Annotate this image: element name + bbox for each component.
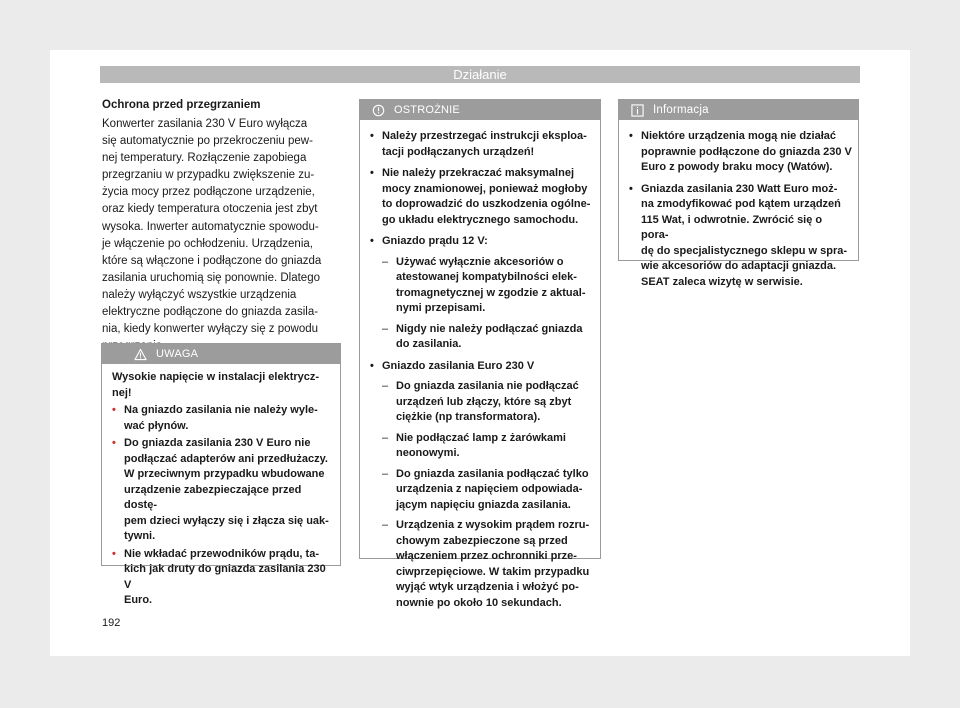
text-line: Nie wkładać przewodników prądu, ta- <box>124 547 319 560</box>
page-header <box>100 66 860 83</box>
text-line: nownie po około 10 sekundach. <box>396 596 562 609</box>
text-line: nymi przepisami. <box>396 302 486 314</box>
bullet-icon: • <box>370 235 374 247</box>
text-line: Do gniazda zasilania podłączać tylko <box>396 467 589 480</box>
text-line: Do gniazda zasilania nie podłączać <box>396 380 579 392</box>
dash-icon: – <box>382 255 389 268</box>
text-line: go układu elektrycznego samochodu. <box>382 213 579 226</box>
section-title: Ochrona przed przegrzaniem <box>102 99 261 111</box>
text-line: atestowanej kompatybilności elek- <box>396 271 577 283</box>
text-line: wie akcesoriów do adaptacji gniazda. <box>641 260 837 272</box>
bullet-icon: • <box>370 130 374 142</box>
dash-icon: – <box>382 519 389 531</box>
text-line: Nigdy nie należy podłączać gniazda <box>396 322 583 335</box>
sub-list-item <box>370 322 594 353</box>
bullet-icon: • <box>370 167 374 179</box>
text-line: wać płynów. <box>124 419 189 432</box>
sub-list-item <box>370 518 594 611</box>
list-item <box>112 403 334 434</box>
bullet-icon: • <box>112 547 116 560</box>
text-line: Niektóre urządzenia mogą nie działać <box>641 130 837 142</box>
body-line: nej temperatury. Rozłączenie zapobiega <box>102 152 307 165</box>
warning-box <box>101 343 341 606</box>
caution-box-body <box>360 120 600 617</box>
body-line: się automatycznie po przekroczeniu pew- <box>102 135 313 148</box>
text-line: podłączać adapterów ani przedłużaczy. <box>124 452 328 465</box>
info-icon <box>631 104 644 117</box>
text-line: urządzenia z napięciem odpowiada- <box>396 483 583 495</box>
text-line: urządzenie zabezpieczające przed dostę- <box>124 483 302 511</box>
text-line: Na gniazdo zasilania nie należy wyle- <box>124 404 318 416</box>
body-line: wysoka. Inwerter automatycznie spowodu- <box>102 220 319 233</box>
info-box <box>618 99 859 288</box>
text-line: tacji podłączanych urządzeń! <box>382 145 535 158</box>
warning-box-title: UWAGA <box>156 348 199 360</box>
text-line: mocy znamionowej, ponieważ mogłoby <box>382 182 588 195</box>
sub-list-item <box>370 467 594 514</box>
list-item <box>370 359 594 375</box>
list-item <box>370 234 594 250</box>
page-number: 192 <box>102 617 121 629</box>
text-line: tywni. <box>124 530 156 542</box>
list-item <box>370 129 594 160</box>
text-line: tromagnetycznej w zgodzie z aktual- <box>396 286 586 299</box>
info-box-header <box>619 100 858 120</box>
list-item <box>629 129 852 176</box>
text-line: 115 Wat, i odwrotnie. Zwrócić się o pora- <box>641 213 823 241</box>
list-item <box>112 436 334 545</box>
warning-box-header <box>102 344 340 364</box>
body-line: Konwerter zasilania 230 V Euro wyłącza <box>102 118 308 130</box>
text-line: dę do specjalistycznego sklepu w spra- <box>641 244 848 257</box>
sub-list-item <box>370 431 594 462</box>
list-item <box>370 166 594 228</box>
text-line: to doprowadzić do uszkodzenia ogólne- <box>382 198 591 210</box>
header-title: Działanie <box>453 67 507 82</box>
sub-list-item <box>370 379 594 426</box>
list-item <box>629 182 852 291</box>
warning-triangle-icon <box>134 348 147 361</box>
list-item <box>112 547 334 609</box>
bullet-icon: • <box>112 404 116 416</box>
text-line: kich jak druty do gniazda zasilania 230 V <box>124 563 326 591</box>
text-line: Euro. <box>124 594 153 606</box>
text-line: Wysokie napięcie w instalacji elektrycz- <box>112 371 320 383</box>
dash-icon: – <box>382 380 389 392</box>
bullet-icon: • <box>112 437 116 449</box>
text-line: ciwprzepięciowe. W takim przypadku <box>396 565 590 578</box>
text-line: SEAT zaleca wizytę w serwisie. <box>641 275 803 288</box>
bullet-icon: • <box>629 130 633 142</box>
text-line: Gniazdo zasilania Euro 230 V <box>382 359 535 372</box>
body-line: życia mocy przez podłączone urządzenie, <box>102 186 315 199</box>
text-line: włączeniem przez ochronniki prze- <box>396 550 577 562</box>
info-box-title: Informacja <box>653 104 709 116</box>
text-line: W przeciwnym przypadku wbudowane <box>124 468 325 480</box>
body-line: oraz kiedy temperatura otoczenia jest zbyt <box>102 203 318 216</box>
caution-box-title: OSTROŻNIE <box>394 104 460 116</box>
dash-icon: – <box>382 431 389 444</box>
caution-box-header <box>360 100 600 120</box>
caution-box <box>359 99 601 609</box>
text-line: Należy przestrzegać instrukcji eksploa- <box>382 130 587 142</box>
bullet-icon: • <box>629 182 633 195</box>
body-line: które są włączone i podłączone do gniazda <box>102 254 322 267</box>
body-line: należy wyłączyć wszystkie urządzenia <box>102 288 297 301</box>
text-line: Nie należy przekraczać maksymalnej <box>382 167 575 179</box>
text-line: Do gniazda zasilania 230 V Euro nie <box>124 437 311 449</box>
warning-intro <box>112 370 334 401</box>
text-line: na zmodyfikować pod kątem urządzeń <box>641 198 841 210</box>
text-line: chowym zabezpieczone są przed <box>396 534 568 547</box>
text-line: Gniazdo prądu 12 V: <box>382 235 488 247</box>
body-line: przegrzaniu w przypadku zwiększenie zu- <box>102 169 315 182</box>
text-line: poprawnie podłączone do gniazda 230 V <box>641 145 852 158</box>
text-line: Gniazda zasilania 230 Watt Euro moż- <box>641 182 838 195</box>
body-line: zasilania uruchomią się ponownie. Dlatego <box>102 271 320 284</box>
body-line: elektryczne podłączone do gniazda zasila- <box>102 306 319 319</box>
section-body <box>102 116 340 355</box>
dash-icon: – <box>382 467 389 480</box>
text-line: wyjąć wtyk urządzenia i włożyć po- <box>396 581 579 593</box>
section-overheat-protection <box>102 98 340 355</box>
text-line: Nie podłączać lamp z żarówkami <box>396 431 566 444</box>
text-line: neonowymi. <box>396 447 460 459</box>
text-line: nej! <box>112 386 132 399</box>
text-line: urządzeń lub złączy, które są zbyt <box>396 395 572 408</box>
text-line: Używać wyłącznie akcesoriów o <box>396 255 564 268</box>
text-line: ciężkie (np transformatora). <box>396 411 541 423</box>
dash-icon: – <box>382 322 389 335</box>
text-line: jącym napięciu gniazda zasilania. <box>396 498 571 511</box>
body-line: je włączenie po ochłodzeniu. Urządzenia, <box>102 237 313 250</box>
text-line: do zasilania. <box>396 338 462 350</box>
bullet-icon: • <box>370 359 374 372</box>
caution-circle-icon <box>372 104 385 117</box>
info-box-body <box>619 120 858 296</box>
text-line: Euro z powody braku mocy (Watów). <box>641 161 833 173</box>
text-line: pem dzieci wyłączy się i złącza się uak- <box>124 514 329 527</box>
body-line: nia, kiedy konwerter wyłączy się z powodu <box>102 323 319 336</box>
sub-list-item <box>370 255 594 317</box>
warning-box-body <box>102 364 340 615</box>
text-line: Urządzenia z wysokim prądem rozru- <box>396 519 590 531</box>
